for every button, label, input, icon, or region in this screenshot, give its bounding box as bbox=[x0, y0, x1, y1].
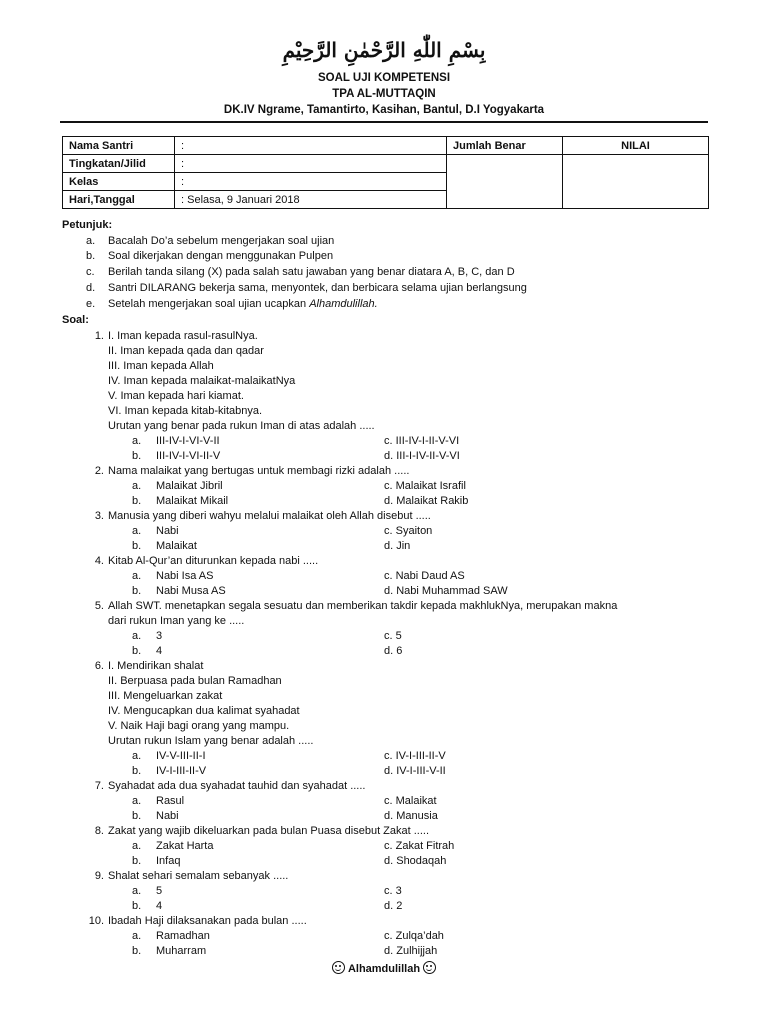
question-number: 7. bbox=[94, 780, 104, 792]
option-letter: b. bbox=[132, 495, 142, 507]
option-letter: a. bbox=[132, 750, 142, 762]
option-letter: a. bbox=[132, 570, 142, 582]
option-d[interactable]: d. III-I-IV-II-V-VI bbox=[384, 450, 460, 462]
option-b[interactable]: Infaq bbox=[156, 855, 181, 867]
header-divider bbox=[60, 121, 708, 123]
option-a[interactable]: Malaikat Jibril bbox=[156, 480, 223, 492]
question-text: Nama malaikat yang bertugas untuk membagi rizki adalah ..... bbox=[108, 465, 410, 477]
option-b[interactable]: 4 bbox=[156, 900, 163, 912]
instructions-title: Petunjuk: bbox=[62, 219, 113, 231]
instruction-item: Berilah tanda silang (X) pada salah satu jawaban yang benar diatara A, B, C, dan D bbox=[108, 266, 515, 278]
instruction-letter: c. bbox=[86, 266, 95, 278]
nilai-box[interactable] bbox=[563, 155, 709, 209]
option-c[interactable]: c. III-IV-I-II-V-VI bbox=[384, 435, 460, 447]
option-c[interactable]: c. Nabi Daud AS bbox=[384, 570, 465, 582]
question-text: dari rukun Iman yang ke ..... bbox=[108, 615, 245, 627]
option-a[interactable]: IV-V-III-II-I bbox=[156, 750, 206, 762]
option-b[interactable]: III-IV-I-VI-II-V bbox=[156, 450, 221, 462]
jumlah-benar-box[interactable] bbox=[447, 155, 563, 209]
info-label: Nama Santri bbox=[63, 137, 175, 155]
question-text: I. Mendirikan shalat bbox=[108, 660, 204, 672]
smiley-icon bbox=[423, 961, 436, 974]
question-number: 2. bbox=[94, 465, 104, 477]
jumlah-benar-header: Jumlah Benar bbox=[447, 137, 563, 155]
instruction-letter: e. bbox=[86, 298, 96, 310]
instruction-item: Soal dikerjakan dengan menggunakan Pulpen bbox=[108, 250, 334, 262]
instruction-item: Santri DILARANG bekerja sama, menyontek, dan berbicara selama ujian berlangsung bbox=[108, 282, 527, 294]
option-letter: b. bbox=[132, 945, 142, 957]
question-number: 4. bbox=[94, 555, 104, 567]
institution-address: DK.IV Ngrame, Tamantirto, Kasihan, Bantul, D.I Yogyakarta bbox=[223, 104, 545, 116]
info-label: Kelas bbox=[63, 173, 175, 191]
instruction-item: Bacalah Do’a sebelum mengerjakan soal ujian bbox=[108, 235, 335, 247]
info-value[interactable]: : Selasa, 9 Januari 2018 bbox=[175, 191, 447, 209]
question-number: 6. bbox=[94, 660, 104, 672]
info-value[interactable]: : bbox=[175, 137, 447, 155]
question-text: Zakat yang wajib dikeluarkan pada bulan Puasa disebut Zakat ..... bbox=[108, 825, 430, 837]
info-value[interactable]: : bbox=[175, 155, 447, 173]
option-d[interactable]: d. Malaikat Rakib bbox=[384, 495, 469, 507]
question-text: II. Iman kepada qada dan qadar bbox=[108, 345, 264, 357]
option-c[interactable]: c. IV-I-III-II-V bbox=[384, 750, 446, 762]
option-a[interactable]: Nabi bbox=[156, 525, 179, 537]
option-letter: b. bbox=[132, 645, 142, 657]
smiley-icon bbox=[332, 961, 345, 974]
question-number: 8. bbox=[94, 825, 104, 837]
instruction-item bbox=[108, 297, 378, 312]
option-c[interactable]: c. Zakat Fitrah bbox=[384, 840, 455, 852]
option-b[interactable]: Malaikat Mikail bbox=[156, 495, 229, 507]
option-d[interactable]: d. Manusia bbox=[384, 810, 438, 822]
question-number: 9. bbox=[94, 870, 104, 882]
instruction-letter: b. bbox=[86, 250, 96, 262]
question-text: VI. Iman kepada kitab-kitabnya. bbox=[108, 405, 263, 417]
option-b[interactable]: Nabi bbox=[156, 810, 179, 822]
student-info-table bbox=[62, 136, 709, 209]
option-d[interactable]: d. Jin bbox=[384, 540, 411, 552]
institution-name: TPA AL-MUTTAQIN bbox=[332, 88, 436, 100]
option-d[interactable]: d. Zulhijjah bbox=[384, 945, 438, 957]
question-number: 5. bbox=[94, 600, 104, 612]
option-b[interactable]: Malaikat bbox=[156, 540, 197, 552]
question-text: Allah SWT. menetapkan segala sesuatu dan memberikan takdir kepada makhlukNya, merupakan makna bbox=[108, 600, 618, 612]
option-a[interactable]: Ramadhan bbox=[156, 930, 210, 942]
question-number: 1. bbox=[94, 330, 104, 342]
option-a[interactable]: 3 bbox=[156, 630, 163, 642]
option-letter: a. bbox=[132, 630, 142, 642]
question-text: II. Berpuasa pada bulan Ramadhan bbox=[108, 675, 282, 687]
option-letter: a. bbox=[132, 525, 142, 537]
option-letter: b. bbox=[132, 765, 142, 777]
option-c[interactable]: c. Zulqa’dah bbox=[384, 930, 444, 942]
option-d[interactable]: d. 2 bbox=[384, 900, 403, 912]
question-text: Manusia yang diberi wahyu melalui malaikat oleh Allah disebut ..... bbox=[108, 510, 431, 522]
option-b[interactable]: Muharram bbox=[156, 945, 207, 957]
question-text: III. Mengeluarkan zakat bbox=[108, 690, 223, 702]
bismillah-heading: بِسْمِ اللّٰهِ الرَّحْمٰنِ الرَّحِيْمِ bbox=[282, 38, 486, 62]
option-c[interactable]: c. 5 bbox=[384, 630, 402, 642]
option-letter: a. bbox=[132, 885, 142, 897]
instruction-letter: a. bbox=[86, 235, 96, 247]
question-number: 3. bbox=[94, 510, 104, 522]
instruction-text: Setelah mengerjakan soal ujian ucapkan bbox=[108, 298, 310, 310]
option-a[interactable]: Rasul bbox=[156, 795, 185, 807]
option-letter: a. bbox=[132, 930, 142, 942]
option-letter: b. bbox=[132, 810, 142, 822]
option-letter: a. bbox=[132, 840, 142, 852]
option-b[interactable]: 4 bbox=[156, 645, 163, 657]
option-letter: a. bbox=[132, 435, 142, 447]
question-number: 10. bbox=[88, 915, 104, 927]
option-a[interactable]: III-IV-I-VI-V-II bbox=[156, 435, 220, 447]
instruction-letter: d. bbox=[86, 282, 96, 294]
option-a[interactable]: Zakat Harta bbox=[156, 840, 214, 852]
option-letter: b. bbox=[132, 585, 142, 597]
option-d[interactable]: d. IV-I-III-V-II bbox=[384, 765, 446, 777]
questions-title: Soal: bbox=[62, 314, 89, 326]
option-b[interactable]: Nabi Musa AS bbox=[156, 585, 226, 597]
exam-title: SOAL UJI KOMPETENSI bbox=[317, 72, 451, 84]
option-b[interactable]: IV-I-III-II-V bbox=[156, 765, 207, 777]
option-d[interactable]: d. Shodaqah bbox=[384, 855, 447, 867]
question-text: III. Iman kepada Allah bbox=[108, 360, 214, 372]
option-letter: b. bbox=[132, 900, 142, 912]
instruction-emphasis: Alhamdulillah. bbox=[309, 298, 378, 310]
option-c[interactable]: c. Malaikat Israfil bbox=[384, 480, 466, 492]
option-c[interactable]: c. 3 bbox=[384, 885, 402, 897]
question-text: Urutan yang benar pada rukun Iman di atas adalah ..... bbox=[108, 420, 375, 432]
question-text: Urutan rukun Islam yang benar adalah ..... bbox=[108, 735, 314, 747]
question-text: IV. Mengucapkan dua kalimat syahadat bbox=[108, 705, 300, 717]
question-text: V. Iman kepada hari kiamat. bbox=[108, 390, 244, 402]
option-d[interactable]: d. 6 bbox=[384, 645, 403, 657]
question-text: V. Naik Haji bagi orang yang mampu. bbox=[108, 720, 290, 732]
info-label: Tingkatan/Jilid bbox=[63, 155, 175, 173]
option-a[interactable]: 5 bbox=[156, 885, 163, 897]
option-letter: b. bbox=[132, 855, 142, 867]
option-letter: a. bbox=[132, 795, 142, 807]
footer bbox=[0, 961, 768, 977]
question-text: I. Iman kepada rasul-rasulNya. bbox=[108, 330, 258, 342]
footer-text: Alhamdulillah bbox=[347, 963, 421, 975]
option-letter: b. bbox=[132, 450, 142, 462]
question-text: Syahadat ada dua syahadat tauhid dan syahadat ..... bbox=[108, 780, 366, 792]
question-text: IV. Iman kepada malaikat-malaikatNya bbox=[108, 375, 296, 387]
question-text: Shalat sehari semalam sebanyak ..... bbox=[108, 870, 289, 882]
info-label: Hari,Tanggal bbox=[63, 191, 175, 209]
question-text: Kitab Al-Qur’an diturunkan kepada nabi ..... bbox=[108, 555, 319, 567]
info-value[interactable]: : bbox=[175, 173, 447, 191]
option-a[interactable]: Nabi Isa AS bbox=[156, 570, 214, 582]
option-letter: a. bbox=[132, 480, 142, 492]
option-letter: b. bbox=[132, 540, 142, 552]
question-text: Ibadah Haji dilaksanakan pada bulan ..... bbox=[108, 915, 307, 927]
option-c[interactable]: c. Syaiton bbox=[384, 525, 433, 537]
nilai-header: NILAI bbox=[563, 137, 709, 155]
option-d[interactable]: d. Nabi Muhammad SAW bbox=[384, 585, 508, 597]
option-c[interactable]: c. Malaikat bbox=[384, 795, 437, 807]
